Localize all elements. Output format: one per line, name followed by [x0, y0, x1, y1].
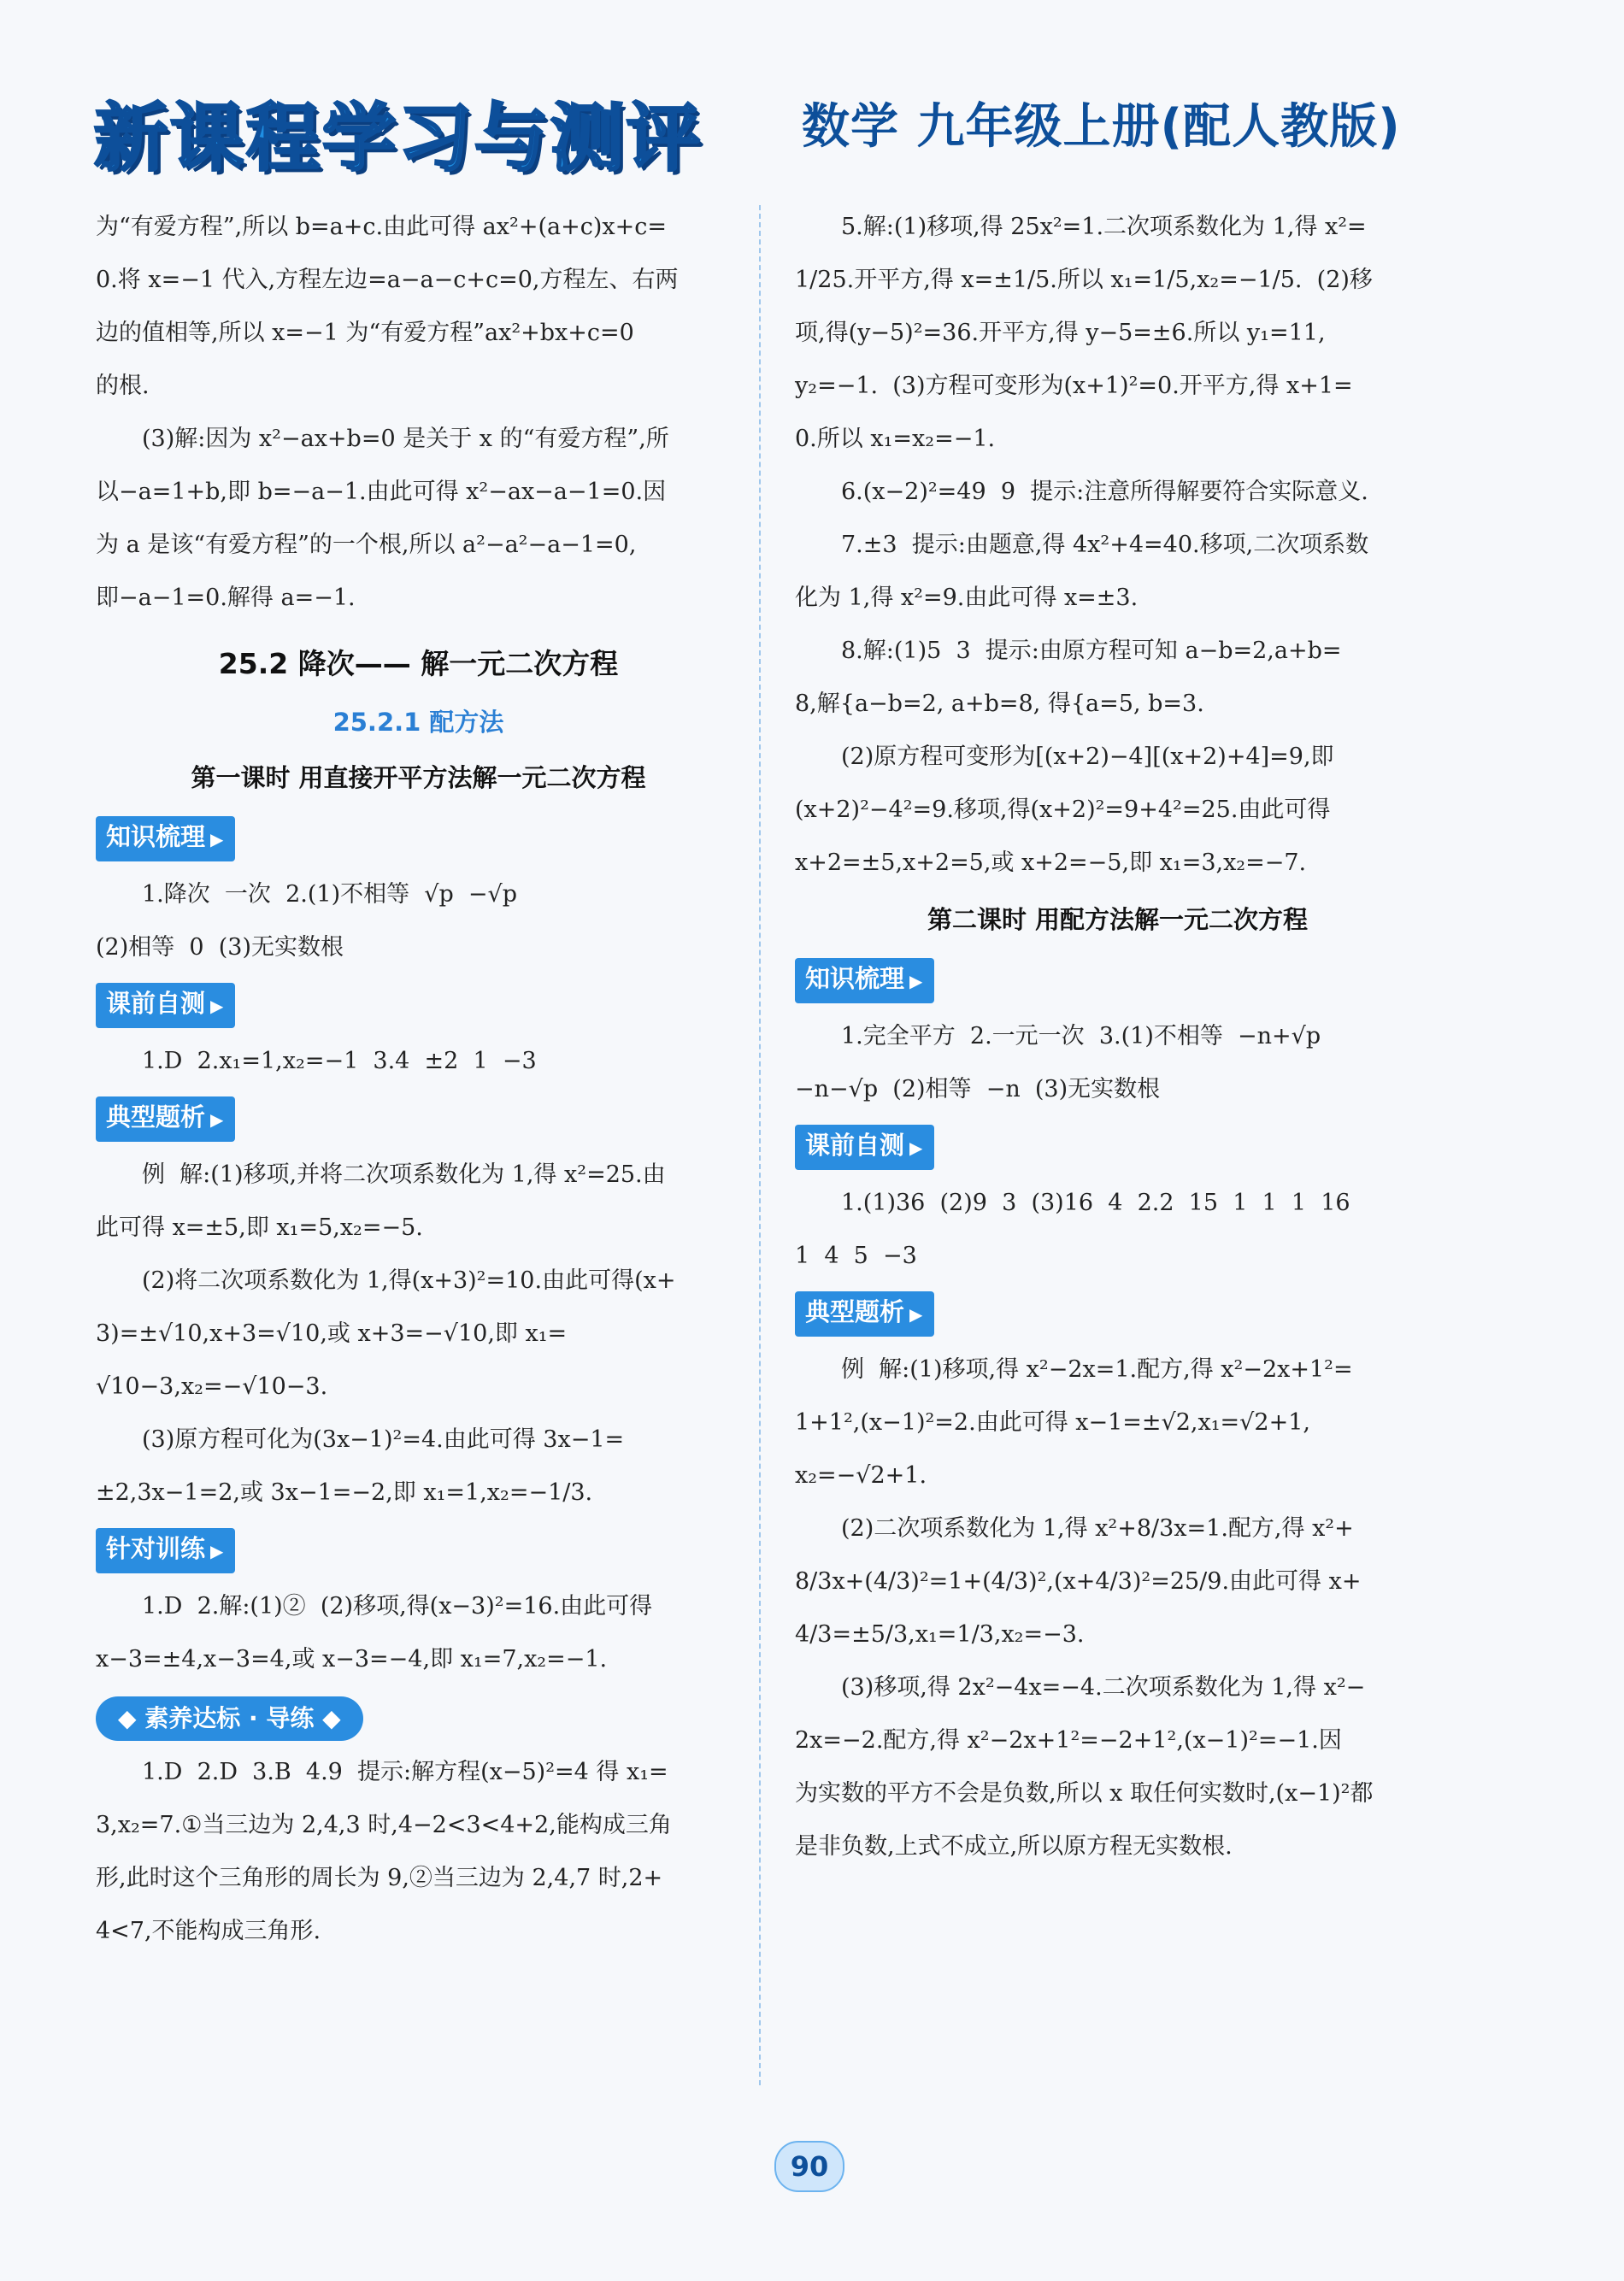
section-heading: 25.2 降次—— 解一元二次方程	[218, 647, 619, 680]
answer-line: 8,解{a−b=2, a+b=8, 得{a=5, b=3.	[795, 691, 1204, 717]
answer-line: (2)二次项系数化为 1,得 x²+8/3x=1.配方,得 x²+	[841, 1515, 1354, 1542]
answer-line: 3)=±√10,x+3=√10,或 x+3=−√10,即 x₁=	[96, 1320, 568, 1347]
section-tag-label: 课前自测	[106, 989, 206, 1018]
answer-line: 1 4 5 −3	[795, 1243, 917, 1269]
answer-line: 6.(x−2)²=49 9 提示:注意所得解要符合实际意义.	[841, 479, 1368, 505]
answer-line: (3)解:因为 x²−ax+b=0 是关于 x 的“有爱方程”,所	[142, 426, 669, 452]
arrow-right-icon: ▶	[909, 971, 923, 991]
section-tag-row	[96, 1520, 741, 1580]
answer-line: y₂=−1. (3)方程可变形为(x+1)²=0.开平方,得 x+1=	[795, 373, 1353, 399]
answer-line: 边的值相等,所以 x=−1 为“有爱方程”ax²+bx+c=0	[96, 320, 634, 346]
practice-banner-row	[96, 1686, 741, 1746]
page-number: 90	[774, 2141, 844, 2192]
lesson-heading: 第一课时 用直接开平方法解一元二次方程	[191, 763, 646, 792]
section-tag-label: 知识梳理	[805, 964, 905, 993]
section-tag	[795, 1125, 934, 1170]
answer-line: 1.D 2.x₁=1,x₂=−1 3.4 ±2 1 −3	[142, 1048, 537, 1074]
arrow-right-icon: ▶	[909, 1304, 923, 1325]
book-title: 新课程学习与测评	[94, 96, 703, 181]
answer-line: 2x=−2.配方,得 x²−2x+1²=−2+1²,(x−1)²=−1.因	[795, 1727, 1342, 1754]
arrow-right-icon: ▶	[210, 996, 224, 1016]
section-tag-label: 典型题析	[805, 1297, 905, 1326]
arrow-right-icon: ▶	[210, 1541, 224, 1561]
answer-line: √10−3,x₂=−√10−3.	[96, 1373, 328, 1400]
left-column	[96, 201, 741, 1958]
answer-line: 1.D 2.解:(1)② (2)移项,得(x−3)²=16.由此可得	[142, 1593, 653, 1620]
section-tag-label: 课前自测	[805, 1131, 905, 1160]
answer-line: 3,x₂=7.①当三边为 2,4,3 时,4−2<3<4+2,能构成三角	[96, 1812, 672, 1838]
section-tag-row	[795, 949, 1440, 1010]
practice-banner: ◆ 素养达标 · 导练 ◆	[96, 1696, 363, 1741]
answer-line: (x+2)²−4²=9.移项,得(x+2)²=9+4²=25.由此可得	[795, 797, 1331, 823]
answer-line: 项,得(y−5)²=36.开平方,得 y−5=±6.所以 y₁=11,	[795, 320, 1326, 346]
arrow-right-icon: ▶	[909, 1138, 923, 1158]
section-tag-row	[96, 974, 741, 1035]
answer-line: 为实数的平方不会是负数,所以 x 取任何实数时,(x−1)²都	[795, 1780, 1374, 1807]
answer-line: ±2,3x−1=2,或 3x−1=−2,即 x₁=1,x₂=−1/3.	[96, 1479, 593, 1506]
section-tag-row	[795, 1116, 1440, 1177]
answer-line: (2)原方程可变形为[(x+2)−4][(x+2)+4]=9,即	[841, 744, 1334, 770]
answer-line: −n−√p (2)相等 −n (3)无实数根	[795, 1076, 1161, 1102]
section-tag	[96, 983, 235, 1028]
answer-line: 4<7,不能构成三角形.	[96, 1918, 321, 1944]
lesson-heading: 第二课时 用配方法解一元二次方程	[927, 905, 1309, 934]
answer-line: 即−a−1=0.解得 a=−1.	[96, 585, 356, 611]
answer-line: 7.±3 提示:由题意,得 4x²+4=40.移项,二次项系数	[841, 532, 1369, 558]
section-tag-label: 典型题析	[106, 1102, 206, 1132]
answer-line: x−3=±4,x−3=4,或 x−3=−4,即 x₁=7,x₂=−1.	[96, 1646, 608, 1673]
section-tag-row	[96, 1088, 741, 1149]
answer-line: 化为 1,得 x²=9.由此可得 x=±3.	[795, 585, 1139, 611]
answer-line: 0.所以 x₁=x₂=−1.	[795, 426, 996, 452]
answer-line: 8/3x+(4/3)²=1+(4/3)²,(x+4/3)²=25/9.由此可得 x+	[795, 1568, 1362, 1595]
section-tag-label: 针对训练	[106, 1534, 206, 1563]
subsection-heading: 25.2.1 配方法	[332, 708, 504, 737]
answer-line: x₂=−√2+1.	[795, 1462, 927, 1489]
section-tag	[795, 1291, 934, 1337]
answer-line: 1.D 2.D 3.B 4.9 提示:解方程(x−5)²=4 得 x₁=	[142, 1759, 668, 1785]
answer-line: 1/25.开平方,得 x=±1/5.所以 x₁=1/5,x₂=−1/5. (2)移	[795, 267, 1373, 293]
answer-line: 是非负数,上式不成立,所以原方程无实数根.	[795, 1833, 1233, 1860]
arrow-right-icon: ▶	[210, 829, 224, 849]
section-tag-label: 知识梳理	[106, 822, 206, 851]
section-tag	[795, 958, 934, 1003]
page-header	[0, 0, 1624, 184]
answer-line: 此可得 x=±5,即 x₁=5,x₂=−5.	[96, 1214, 423, 1241]
answer-line: 为“有爱方程”,所以 b=a+c.由此可得 ax²+(a+c)x+c=	[96, 214, 667, 240]
answer-line: 的根.	[96, 373, 150, 399]
answer-line: 0.将 x=−1 代入,方程左边=a−a−c+c=0,方程左、右两	[96, 267, 679, 293]
section-tag	[96, 1096, 235, 1142]
answer-line: (2)相等 0 (3)无实数根	[96, 934, 344, 961]
answer-line: 1.降次 一次 2.(1)不相等 √p −√p	[142, 881, 518, 908]
answer-line: 例 解:(1)移项,并将二次项系数化为 1,得 x²=25.由	[142, 1161, 666, 1188]
answer-line: 1.(1)36 (2)9 3 (3)16 4 2.2 15 1 1 1 16	[841, 1190, 1350, 1216]
answer-line: 1.完全平方 2.一元一次 3.(1)不相等 −n+√p	[841, 1023, 1321, 1049]
answer-line: (2)将二次项系数化为 1,得(x+3)²=10.由此可得(x+	[142, 1267, 676, 1294]
answer-line: 1+1²,(x−1)²=2.由此可得 x−1=±√2,x₁=√2+1,	[795, 1409, 1310, 1436]
answer-line: 以−a=1+b,即 b=−a−1.由此可得 x²−ax−a−1=0.因	[96, 479, 667, 505]
answer-line: 8.解:(1)5 3 提示:由原方程可知 a−b=2,a+b=	[841, 638, 1342, 664]
arrow-right-icon: ▶	[210, 1109, 224, 1130]
answer-line: (3)移项,得 2x²−4x=−4.二次项系数化为 1,得 x²−	[841, 1674, 1366, 1701]
column-divider	[759, 205, 761, 2085]
book-subtitle: 数学 九年级上册(配人教版)	[802, 99, 1401, 155]
answer-line: 4/3=±5/3,x₁=1/3,x₂=−3.	[795, 1621, 1085, 1648]
answer-line: 形,此时这个三角形的周长为 9,②当三边为 2,4,7 时,2+	[96, 1865, 663, 1891]
answer-line: x+2=±5,x+2=5,或 x+2=−5,即 x₁=3,x₂=−7.	[795, 849, 1307, 876]
section-tag	[96, 816, 235, 861]
answer-line: (3)原方程可化为(3x−1)²=4.由此可得 3x−1=	[142, 1426, 625, 1453]
answer-line: 例 解:(1)移项,得 x²−2x=1.配方,得 x²−2x+1²=	[841, 1356, 1353, 1383]
section-tag-row	[795, 1283, 1440, 1343]
section-tag-row	[96, 808, 741, 868]
answer-line: 为 a 是该“有爱方程”的一个根,所以 a²−a²−a−1=0,	[96, 532, 637, 558]
right-column	[795, 201, 1440, 1873]
section-tag	[96, 1528, 235, 1573]
answer-line: 5.解:(1)移项,得 25x²=1.二次项系数化为 1,得 x²=	[841, 214, 1367, 240]
